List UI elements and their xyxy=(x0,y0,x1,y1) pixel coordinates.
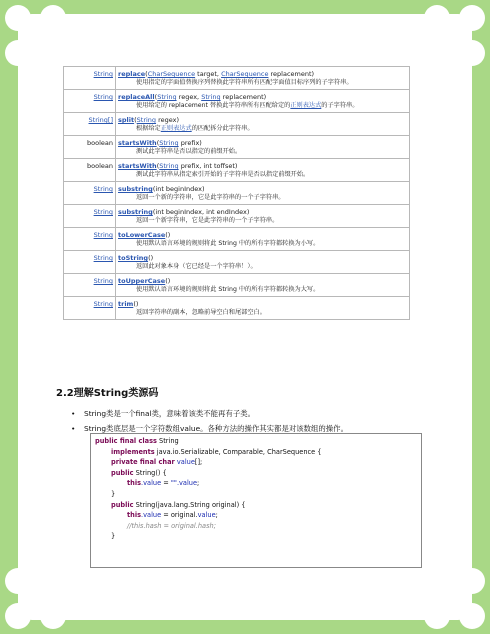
param-text: ) xyxy=(150,254,154,262)
table-row xyxy=(64,90,410,113)
return-type-cell xyxy=(64,297,116,320)
method-cell xyxy=(116,274,410,297)
param-text: target, xyxy=(195,70,222,78)
return-type-cell xyxy=(64,228,116,251)
param-text: regex) xyxy=(156,116,180,124)
return-type-link[interactable]: String xyxy=(93,277,113,285)
table-row xyxy=(64,113,410,136)
method-cell xyxy=(116,228,410,251)
method-name-link[interactable]: substring xyxy=(118,208,153,216)
description-text: 根据给定 xyxy=(136,125,161,132)
paren: ( xyxy=(165,231,168,239)
method-description: 使用默认语言环境的规则将此 String 中的所有字符都转换为小写。 xyxy=(136,240,320,247)
param-text: ) xyxy=(135,300,139,308)
table-row xyxy=(64,205,410,228)
code-line: public String() { xyxy=(111,468,167,477)
method-signature xyxy=(118,208,409,216)
method-cell xyxy=(116,90,410,113)
method-name-link[interactable]: toUpperCase xyxy=(118,277,166,285)
param-text: prefix) xyxy=(178,139,202,147)
code-line: implements java.io.Serializable, Comparable, CharSequence { xyxy=(111,447,322,456)
table-row xyxy=(64,159,410,182)
method-description: 测试此字符串从指定索引开始的子字符串是否以指定前缀开始。 xyxy=(136,171,310,178)
method-name-link[interactable]: trim xyxy=(118,300,134,308)
method-signature xyxy=(118,300,409,308)
method-cell xyxy=(116,205,410,228)
method-description: 返回此对象本身（它已经是一个字符串！）。 xyxy=(136,263,257,270)
table-row xyxy=(64,274,410,297)
method-description: 返回一个新的字符串，它是此字符串的一个子字符串。 xyxy=(136,194,285,201)
param-type-link[interactable]: String xyxy=(201,93,221,101)
description-text: 的匹配拆分此字符串。 xyxy=(191,125,254,132)
param-text: regex, xyxy=(176,93,202,101)
table-row xyxy=(64,228,410,251)
return-type-link[interactable]: String xyxy=(93,231,113,239)
return-type-link[interactable]: String xyxy=(93,93,113,101)
table-row xyxy=(64,182,410,205)
param-text: int beginIndex, int endIndex) xyxy=(155,208,250,216)
return-type-cell xyxy=(64,90,116,113)
param-type-link[interactable]: CharSequence xyxy=(147,70,196,78)
table-row xyxy=(64,67,410,90)
method-name-link[interactable]: replace xyxy=(118,70,146,78)
method-name-link[interactable]: startsWith xyxy=(118,139,157,147)
param-type-link[interactable]: String xyxy=(136,116,157,124)
description-text: 使用给定的 replacement 替换此字符串所有匹配给定的 xyxy=(136,102,291,109)
method-description: 测试此字符串是否以指定的前缀开始。 xyxy=(136,148,242,155)
method-signature xyxy=(118,231,409,239)
method-signature xyxy=(118,162,409,170)
paren: ( xyxy=(145,70,148,78)
code-line: } xyxy=(111,532,116,541)
method-description xyxy=(118,101,409,110)
method-description: 使用默认语言环境的规则将此 String 中的所有字符都转换为大写。 xyxy=(136,286,320,293)
method-signature xyxy=(118,254,409,262)
method-cell xyxy=(116,159,410,182)
param-text: replacement) xyxy=(268,70,315,78)
method-signature xyxy=(118,70,409,78)
method-name-link[interactable]: replaceAll xyxy=(118,93,155,101)
return-type-link[interactable]: String xyxy=(93,254,113,262)
param-type-link[interactable]: String xyxy=(159,139,179,147)
return-type-link[interactable]: String[] xyxy=(88,116,113,124)
method-name-link[interactable]: toLowerCase xyxy=(118,231,166,239)
paren: ( xyxy=(152,208,156,216)
paren: ( xyxy=(156,162,160,170)
paren: ( xyxy=(165,277,168,285)
method-description xyxy=(118,124,409,133)
method-cell xyxy=(116,297,410,320)
paren: ( xyxy=(134,116,137,124)
return-type-cell xyxy=(64,251,116,274)
table-row xyxy=(64,297,410,320)
code-line: } xyxy=(111,489,116,498)
method-name-link[interactable]: split xyxy=(118,116,135,124)
return-type-cell xyxy=(64,205,116,228)
param-type-link[interactable]: String xyxy=(157,93,177,101)
param-type-link[interactable]: CharSequence xyxy=(221,70,269,78)
description-text: 的子字符串。 xyxy=(321,102,359,109)
return-type: boolean xyxy=(87,139,113,147)
method-description: 使用指定的字面值替换序列替换此字符串所有匹配字面值目标序列的子字符串。 xyxy=(136,79,353,86)
return-type-link[interactable]: String xyxy=(93,70,113,78)
return-type-link[interactable]: String xyxy=(93,300,113,308)
method-signature xyxy=(118,93,409,101)
method-signature xyxy=(118,277,409,285)
method-name-link[interactable]: substring xyxy=(118,185,153,193)
method-name-link[interactable]: toString xyxy=(118,254,149,262)
table-row xyxy=(64,251,410,274)
method-cell xyxy=(116,251,410,274)
code-line: public String(java.lang.String original) { xyxy=(111,500,246,509)
paren: ( xyxy=(148,254,151,262)
return-type-link[interactable]: String xyxy=(93,208,113,216)
param-text: prefix, int toffset) xyxy=(178,162,238,170)
return-type-cell xyxy=(64,67,116,90)
param-text: ) xyxy=(167,277,171,285)
description-link[interactable]: 正则表达式 xyxy=(160,125,192,132)
return-type-cell xyxy=(64,113,116,136)
code-line: private final char value[]; xyxy=(111,458,203,467)
table-row xyxy=(64,136,410,159)
param-text: replacement) xyxy=(220,93,267,101)
code-block xyxy=(90,433,422,568)
return-type-cell xyxy=(64,274,116,297)
code-line: this.value = original.value; xyxy=(127,511,218,520)
method-cell xyxy=(116,113,410,136)
method-signature xyxy=(118,139,409,147)
method-signature xyxy=(118,116,409,124)
paren: ( xyxy=(154,93,158,101)
method-summary-table xyxy=(63,66,410,320)
code-line: public final class String xyxy=(95,437,179,445)
bullet-item: • String类底层是一个字符数组value。各种方法的操作其实都是对该数组的操作。 xyxy=(70,422,348,437)
return-type: boolean xyxy=(87,162,113,170)
paren: ( xyxy=(152,185,156,193)
method-cell xyxy=(116,67,410,90)
return-type-cell xyxy=(64,136,116,159)
param-text: ) xyxy=(167,231,171,239)
code-line: this.value = "".value; xyxy=(127,479,200,488)
method-description: 返回一个新字符串，它是此字符串的一个子字符串。 xyxy=(136,217,279,224)
method-description: 返回字符串的副本，忽略前导空白和尾部空白。 xyxy=(136,309,266,316)
return-type-cell xyxy=(64,182,116,205)
description-link[interactable]: 正则表达式 xyxy=(290,102,322,109)
bullet-item: • String类是一个final类，意味着该类不能再有子类。 xyxy=(70,407,348,422)
paren: ( xyxy=(156,139,160,147)
return-type-link[interactable]: String xyxy=(93,185,113,193)
param-text: int beginIndex) xyxy=(155,185,205,193)
method-cell xyxy=(116,136,410,159)
method-signature xyxy=(118,185,409,193)
paren: ( xyxy=(133,300,136,308)
return-type-cell xyxy=(64,159,116,182)
method-name-link[interactable]: startsWith xyxy=(118,162,157,170)
code-line: //this.hash = original.hash; xyxy=(127,521,216,530)
param-type-link[interactable]: String xyxy=(159,162,179,170)
method-cell xyxy=(116,182,410,205)
section-heading: 2.2理解String类源码 xyxy=(56,388,159,399)
